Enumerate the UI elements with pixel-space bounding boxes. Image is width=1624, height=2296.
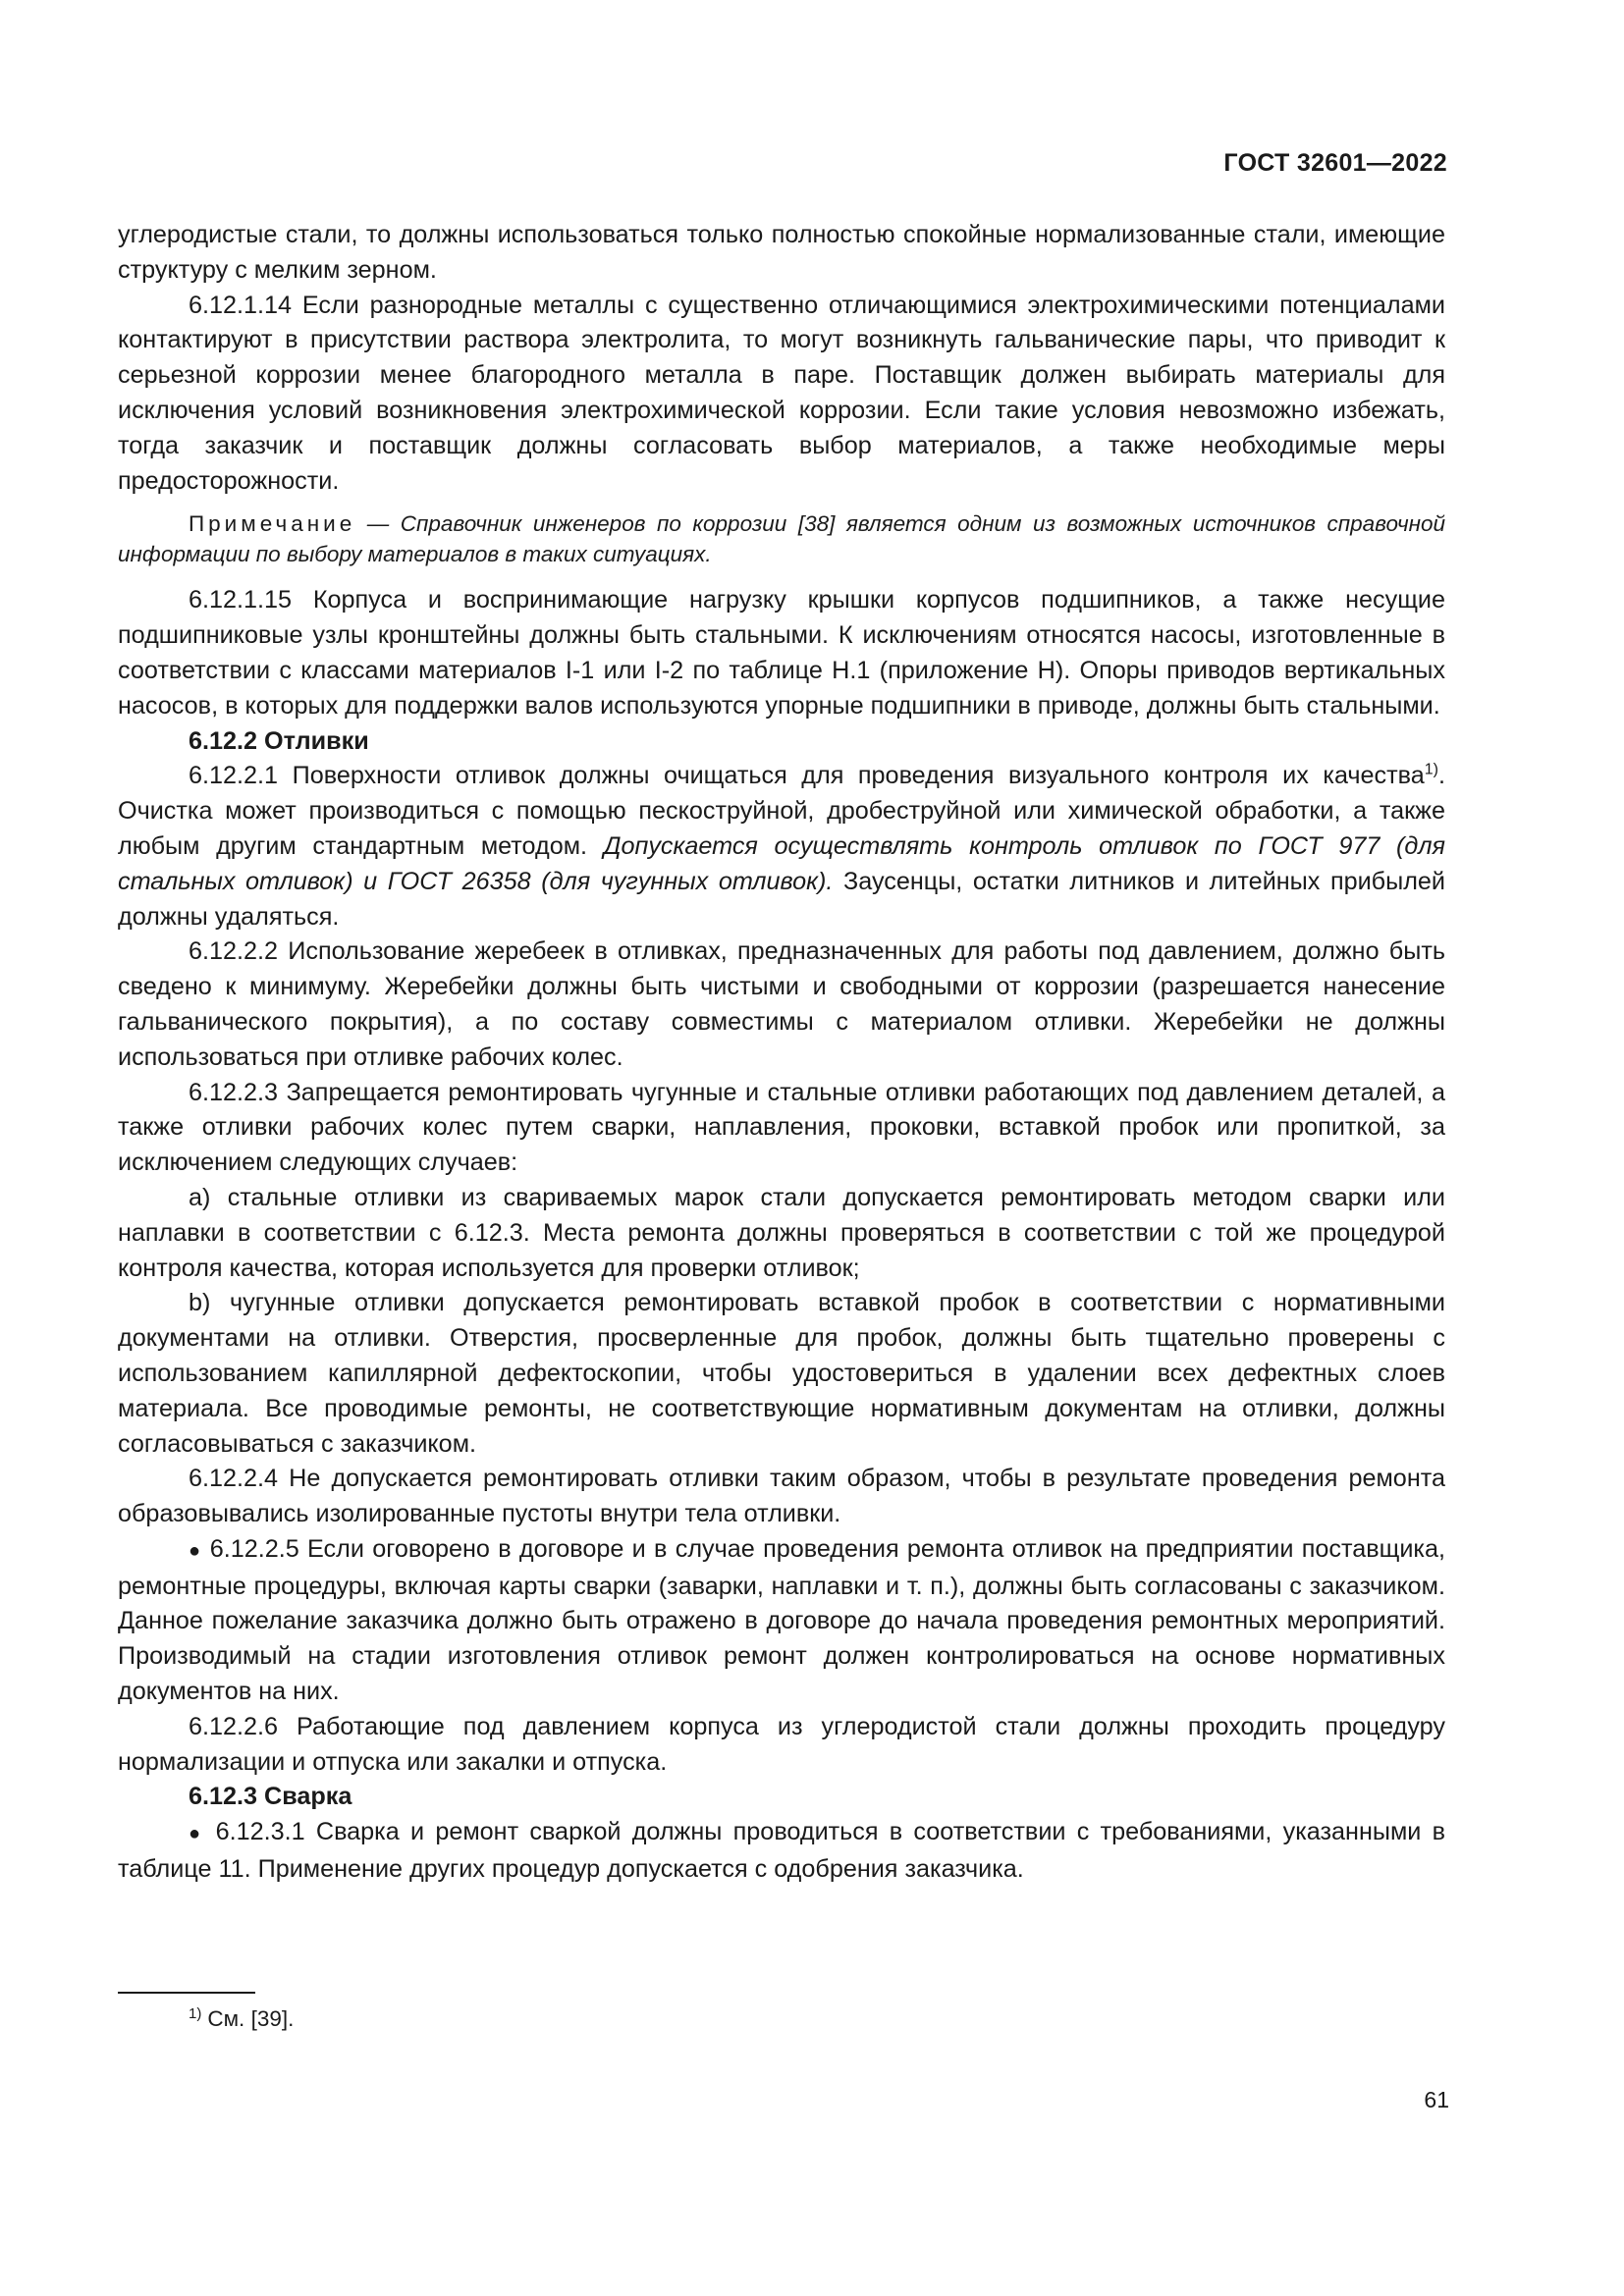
paragraph-text: Заусенцы, остатки литников и литейных прибылей должны удаляться. <box>118 867 1445 931</box>
footnote <box>189 2006 294 2032</box>
paragraph-6-12-1-15: 6.12.1.15 Корпуса и воспринимающие нагрузку крышки корпусов подшипников, а также несущие подшипниковые узлы кронштейны должны быть стальными. К исключениям относятся насосы, изготовленные в соответствии с классами материалов I-1 или I-2 по таблице Н.1 (приложение Н). Опоры приводов вертикальных насосов, в которых для поддержки валов используются упорные подшипники в приводе, должны быть стальными. <box>118 586 1445 720</box>
paragraph-6-12-2-6: 6.12.2.6 Работающие под давлением корпуса из углеродистой стали должны проходить процедуру нормализации и отпуска или закалки и отпуска. <box>118 1712 1445 1776</box>
paragraph-6-12-1-14: 6.12.1.14 Если разнородные металлы с существенно отличающимися электрохимическими потенциалами контактируют в присутствии раствора электролита, то могут возникнуть гальванические пары, что приводит к серьезной коррозии менее благородного металла в паре. Поставщик должен выбирать материалы для исключения условий возникновения электрохимической коррозии. Если такие условия невозможно избежать, тогда заказчик и поставщик должны согласовать выбор материалов, а также необходимые меры предосторожности. <box>118 291 1445 495</box>
paragraph: углеродистые стали, то должны использоваться только полностью спокойные нормализованные стали, имеющие структуру с мелким зерном. <box>118 221 1445 284</box>
paragraph-6-12-2-2: 6.12.2.2 Использование жеребеек в отливках, предназначенных для работы под давлением, должно быть сведено к минимуму. Жеребейки должны быть чистыми и свободными от коррозии (разрешается нанесение гальванического покрытия), а по составу совместимы с материалом отливки. Жеребейки не должны использоваться при отливке рабочих колес. <box>118 937 1445 1071</box>
note-text: — Справочник инженеров по коррозии [38] является одним из возможных источников справочной информации по выбору материалов в таких ситуациях. <box>118 511 1445 567</box>
footnote-reference[interactable]: 1) <box>1424 761 1438 778</box>
section-heading-castings: 6.12.2 Отливки <box>189 726 369 755</box>
document-body <box>118 218 1445 1888</box>
list-item-b: b) чугунные отливки допускается ремонтировать вставкой пробок в соответствии с нормативными документами на отливки. Отверстия, просверленные для пробок, должны быть тщательно проверены с использованием капиллярной дефектоскопии, чтобы удостовериться в удалении всех дефектных слоев материала. Все проводимые ремонты, не соответствующие нормативным документам на отливки, должны согласовываться с заказчиком. <box>118 1289 1445 1458</box>
bullet-icon: ● <box>189 1823 205 1845</box>
paragraph-6-12-2-4: 6.12.2.4 Не допускается ремонтировать отливки таким образом, чтобы в результате проведения ремонта образовывались изолированные пустоты внутри тела отливки. <box>118 1465 1445 1528</box>
paragraph-6-12-3-1 <box>118 1815 1445 1888</box>
note-label: Примечание <box>189 511 356 537</box>
paragraph-text: 6.12.3.1 Сварка и ремонт сваркой должны проводиться в соответствии с требованиями, указанными в таблице 11. Применение других процедур допускается с одобрения заказчика. <box>118 1818 1445 1884</box>
footnote-mark: 1) <box>189 2004 202 2022</box>
footnote-divider <box>118 1992 255 1994</box>
paragraph-text: 6.12.2.5 Если оговорено в договоре и в случае проведения ремонта отливок на предприятии поставщика, ремонтные процедуры, включая карты сварки (заварки, наплавки и т. п.), должны быть согласованы с заказчиком. Данное пожелание заказчика должно быть отражено в договоре до начала проведения ремонтных мероприятий. Производимый на стадии изготовления отливок ремонт должен контролироваться на основе нормативных документов на них. <box>118 1534 1445 1706</box>
list-item-a: a) стальные отливки из свариваемых марок стали допускается ремонтировать методом сварки или наплавки в соответствии с 6.12.3. Места ремонта должны проверяться в соответствии с той же процедурой контроля качества, которая используется для проверки отливок; <box>118 1183 1445 1282</box>
paragraph-text: . Очистка может производиться с помощью пескоструйной, дробеструйной или химической обработки, а также любым другим стандартным методом. <box>118 762 1445 860</box>
paragraph-6-12-2-1 <box>118 759 1445 934</box>
paragraph-6-12-2-5 <box>118 1532 1445 1710</box>
paragraph-text: 6.12.2.1 Поверхности отливок должны очищаться для проведения визуального контроля их качества <box>189 762 1425 790</box>
document-header: ГОСТ 32601—2022 <box>1223 149 1447 177</box>
section-heading-welding: 6.12.3 Сварка <box>189 1783 352 1811</box>
italic-text: Допускается осуществлять контроль отливок по ГОСТ 977 (для стальных отливок) и ГОСТ 26358 (для чугунных отливок). <box>118 831 1445 895</box>
bullet-icon: ● <box>189 1539 202 1562</box>
note <box>118 508 1445 569</box>
page-number: 61 <box>1424 2087 1449 2112</box>
footnote-text: См. [39]. <box>207 2006 295 2031</box>
paragraph-6-12-2-3: 6.12.2.3 Запрещается ремонтировать чугунные и стальные отливки работающих под давлением деталей, а также отливки рабочих колес путем сварки, наплавления, проковки, вставкой пробок или пропиткой, за исключением следующих случаев: <box>118 1078 1445 1177</box>
